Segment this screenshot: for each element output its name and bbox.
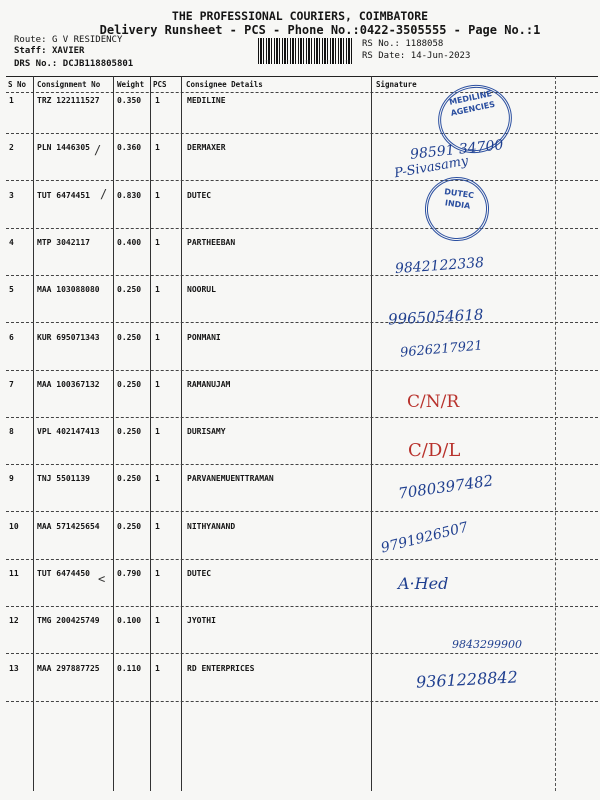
col-header-consignee: Consignee Details xyxy=(186,80,263,89)
table-top-border xyxy=(6,76,598,77)
cell-consignment: KUR 695071343 xyxy=(37,333,100,342)
staff-label: Staff: xyxy=(14,46,47,56)
cell-consignee: RD ENTERPRICES xyxy=(187,664,255,673)
handwritten-phone: 98591 34700 xyxy=(409,137,505,163)
cell-weight: 0.350 xyxy=(117,96,142,105)
row-divider xyxy=(6,370,598,371)
route-label: Route: xyxy=(14,35,47,45)
cell-consignee: RAMANUJAM xyxy=(187,380,231,389)
handwritten-phone: 9842122338 xyxy=(394,254,485,278)
handwritten-phone: 9791926507 xyxy=(379,519,470,557)
rs-date-label: RS Date: xyxy=(362,51,406,61)
cell-consignment: TRZ 122111527 xyxy=(37,96,100,105)
cell-consignee: PARVANEMUENTTRAMAN xyxy=(187,474,274,483)
cell-weight: 0.360 xyxy=(117,143,142,152)
rs-date-line xyxy=(362,51,470,61)
tick-mark: < xyxy=(98,572,106,586)
col-header-sno: S No xyxy=(8,80,27,89)
row-divider xyxy=(6,464,598,465)
cell-pcs: 1 xyxy=(155,143,160,152)
cell-sno: 3 xyxy=(9,191,14,200)
col-divider xyxy=(555,76,556,791)
handwritten-phone: 9965054618 xyxy=(387,305,484,329)
cell-pcs: 1 xyxy=(155,616,160,625)
row-divider xyxy=(6,133,598,134)
cell-sno: 11 xyxy=(9,569,19,578)
company-stamp: MEDILINE AGENCIES xyxy=(432,78,519,160)
handwritten-phone: 7080397482 xyxy=(397,471,495,503)
row-divider xyxy=(6,606,598,607)
cell-consignment: MAA 100367132 xyxy=(37,380,100,389)
cell-consignment: MAA 297887725 xyxy=(37,664,100,673)
row-divider xyxy=(6,653,598,654)
cell-weight: 0.830 xyxy=(117,191,142,200)
row-divider xyxy=(6,180,598,181)
rs-date-value: 14-Jun-2023 xyxy=(410,51,471,61)
cell-consignee: PARTHEEBAN xyxy=(187,238,236,247)
cell-sno: 2 xyxy=(9,143,14,152)
row-divider xyxy=(6,559,598,560)
handwritten-remark: C/D/L xyxy=(408,440,461,461)
row-divider xyxy=(6,701,598,702)
cell-sno: 10 xyxy=(9,522,19,531)
cell-weight: 0.100 xyxy=(117,616,142,625)
row-divider xyxy=(6,322,598,323)
cell-weight: 0.250 xyxy=(117,522,142,531)
col-header-consignment: Consignment No xyxy=(37,80,101,89)
row-divider xyxy=(6,228,598,229)
row-divider xyxy=(6,275,598,276)
handwritten-signature: A·Hed xyxy=(398,574,449,593)
cell-pcs: 1 xyxy=(155,522,160,531)
handwritten-phone: 9361228842 xyxy=(415,667,519,692)
cell-weight: 0.110 xyxy=(117,664,142,673)
col-divider xyxy=(181,76,182,791)
cell-consignee: DUTEC xyxy=(187,569,212,578)
barcode-image xyxy=(258,38,354,64)
cell-weight: 0.250 xyxy=(117,285,142,294)
cell-pcs: 1 xyxy=(155,191,160,200)
company-title: THE PROFESSIONAL COURIERS, COIMBATORE xyxy=(171,9,429,23)
col-header-pcs: PCS xyxy=(153,80,167,89)
col-header-weight: Weight xyxy=(117,80,145,89)
header-divider xyxy=(6,92,598,93)
rs-no-value: 1188058 xyxy=(405,39,444,49)
col-divider xyxy=(371,76,372,791)
cell-consignee: DURISAMY xyxy=(187,427,226,436)
cell-weight: 0.790 xyxy=(117,569,142,578)
drs-line xyxy=(14,59,133,69)
handwritten-name: P-Sivasamy xyxy=(393,153,470,182)
cell-consignment: TUT 6474450 xyxy=(37,569,90,578)
runsheet-subtitle: Delivery Runsheet - PCS - Phone No.:0422-3505555 - Page No.:1 xyxy=(99,23,541,37)
handwritten-remark: C/N/R xyxy=(407,392,460,412)
cell-consignment: TNJ 5501139 xyxy=(37,474,90,483)
rs-no-line xyxy=(362,39,443,49)
cell-consignment: MAA 103088080 xyxy=(37,285,100,294)
cell-weight: 0.250 xyxy=(117,427,142,436)
cell-weight: 0.400 xyxy=(117,238,142,247)
rs-no-label: RS No.: xyxy=(362,39,400,49)
col-divider xyxy=(150,76,151,791)
staff-value: XAVIER xyxy=(51,46,85,56)
col-divider xyxy=(33,76,34,791)
handwritten-phone: 9843299900 xyxy=(452,638,522,651)
staff-line xyxy=(14,46,84,56)
cell-weight: 0.250 xyxy=(117,333,142,342)
cell-consignee: MEDILINE xyxy=(187,96,226,105)
cell-pcs: 1 xyxy=(155,664,160,673)
cell-consignment: TUT 6474451 xyxy=(37,191,90,200)
cell-consignee: JYOTHI xyxy=(187,616,216,625)
cell-pcs: 1 xyxy=(155,96,160,105)
cell-pcs: 1 xyxy=(155,380,160,389)
company-stamp: DUTEC INDIA xyxy=(421,173,493,245)
tick-mark: / xyxy=(94,143,102,157)
cell-sno: 1 xyxy=(9,96,14,105)
cell-consignee: DERMAXER xyxy=(187,143,226,152)
cell-sno: 6 xyxy=(9,333,14,342)
cell-sno: 5 xyxy=(9,285,14,294)
route-value: G V RESIDENCY xyxy=(51,35,123,45)
cell-sno: 7 xyxy=(9,380,14,389)
cell-sno: 13 xyxy=(9,664,19,673)
route-line xyxy=(14,35,122,45)
row-divider xyxy=(6,511,598,512)
cell-sno: 9 xyxy=(9,474,14,483)
cell-consignee: NOORUL xyxy=(187,285,216,294)
cell-consignment: TMG 200425749 xyxy=(37,616,100,625)
drs-label: DRS No.: xyxy=(14,59,58,69)
cell-consignee: PONMANI xyxy=(187,333,221,342)
cell-pcs: 1 xyxy=(155,427,160,436)
cell-pcs: 1 xyxy=(155,285,160,294)
cell-sno: 12 xyxy=(9,616,19,625)
row-divider xyxy=(6,417,598,418)
cell-pcs: 1 xyxy=(155,333,160,342)
cell-pcs: 1 xyxy=(155,238,160,247)
handwritten-phone: 9626217921 xyxy=(399,338,484,361)
tick-mark: / xyxy=(100,187,108,201)
cell-weight: 0.250 xyxy=(117,380,142,389)
cell-consignee: NITHYANAND xyxy=(187,522,236,531)
cell-sno: 8 xyxy=(9,427,14,436)
cell-consignment: PLN 1446305 xyxy=(37,143,90,152)
cell-sno: 4 xyxy=(9,238,14,247)
cell-pcs: 1 xyxy=(155,474,160,483)
cell-weight: 0.250 xyxy=(117,474,142,483)
col-divider xyxy=(113,76,114,791)
cell-consignment: VPL 402147413 xyxy=(37,427,100,436)
cell-consignment: MAA 571425654 xyxy=(37,522,100,531)
cell-consignee: DUTEC xyxy=(187,191,212,200)
cell-consignment: MTP 3042117 xyxy=(37,238,90,247)
cell-pcs: 1 xyxy=(155,569,160,578)
col-header-signature: Signature xyxy=(376,80,417,89)
drs-value: DCJB118805801 xyxy=(62,59,134,69)
